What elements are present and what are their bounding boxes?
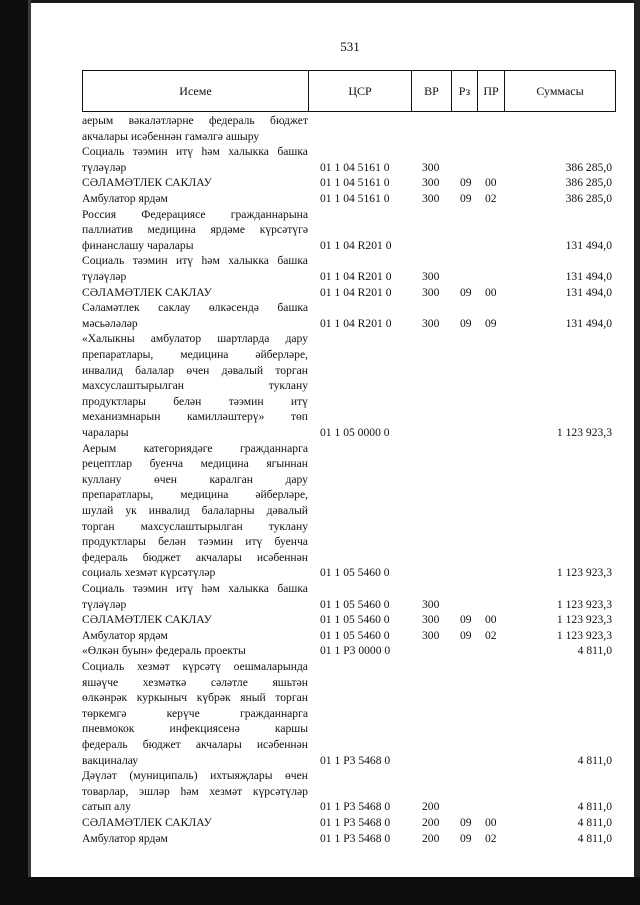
- row-pr: 00: [485, 816, 497, 829]
- row-name: [82, 659, 308, 768]
- table-row: [82, 285, 614, 301]
- row-name-line: Социаль тәэмин итү һәм халыкка башка: [82, 145, 308, 159]
- page-number: 531: [340, 39, 360, 54]
- row-sum: 131 494,0: [565, 238, 612, 252]
- row-name-line: махсуслаштырылган туклану: [82, 379, 308, 393]
- row-name-line: препаратлары, медицина әйберләре,: [82, 488, 308, 502]
- row-vr: 200: [422, 831, 440, 845]
- row-pr: 02: [485, 628, 497, 642]
- row-csr: 01 1 05 0000 0: [320, 425, 390, 439]
- row-csr: 01 1 P3 5468 0: [320, 816, 391, 829]
- row-name-line: Амбулатор ярдәм: [82, 831, 168, 845]
- row-csr: 01 1 04 R201 0: [320, 285, 392, 299]
- row-name: [82, 144, 308, 175]
- row-name: [82, 768, 308, 815]
- table-row: [82, 191, 614, 207]
- table-row: [82, 643, 614, 659]
- row-sum: 1 123 923,3: [556, 628, 612, 642]
- table-row: [82, 768, 614, 815]
- row-name: [82, 831, 308, 847]
- row-sum: 386 285,0: [565, 160, 612, 174]
- row-name-line: Амбулатор ярдәм: [82, 628, 168, 642]
- row-name-line: түләүләр: [82, 269, 127, 283]
- row-name: [82, 207, 308, 254]
- table-row: [82, 175, 614, 191]
- row-name-line: яшәүче хезмәткә сәләтле яшьтән: [82, 675, 308, 689]
- row-sum: 131 494,0: [565, 316, 612, 330]
- header-pr: ПР: [478, 71, 505, 111]
- row-name-line: финанслашу чаралары: [82, 238, 194, 252]
- row-csr: 01 1 04 5161 0: [320, 192, 390, 205]
- row-name-line: түләүләр: [82, 160, 127, 174]
- row-pr: 00: [485, 285, 497, 299]
- row-sum: 1 123 923,3: [556, 566, 612, 580]
- row-name-line: СӘЛАМӘТЛЕК САКЛАУ: [82, 176, 212, 190]
- row-pr: 02: [485, 192, 497, 205]
- row-name-line: түләүләр: [82, 597, 127, 611]
- row-name-line: федераль бюджет акчалары исәбеннән: [82, 550, 308, 564]
- row-csr: 01 1 P3 5468 0: [320, 831, 391, 845]
- row-sum: 1 123 923,3: [556, 425, 612, 439]
- row-name: [82, 331, 308, 440]
- row-rz: 09: [460, 316, 472, 330]
- row-name-line: продуктлары белән тәэмин итү буенча: [82, 535, 308, 549]
- row-name-line: сатып алу: [82, 800, 131, 814]
- row-csr: 01 1 P3 5468 0: [320, 753, 391, 767]
- row-sum: 1 123 923,3: [556, 613, 612, 627]
- row-name-line: Амбулатор ярдәм: [82, 192, 168, 205]
- header-sum: Суммасы: [536, 84, 584, 98]
- row-name-line: товарлар, эшләр һәм хезмәт күрсәтүләр: [82, 784, 308, 798]
- row-csr: 01 1 04 5161 0: [320, 176, 390, 190]
- row-rz: 09: [460, 192, 472, 205]
- row-name-line: рецептлар буенча медицина ягыннан: [82, 457, 308, 471]
- table-header: [82, 70, 616, 112]
- row-vr: 300: [422, 269, 440, 283]
- scan-border-left: [0, 0, 28, 905]
- table-row: [82, 144, 614, 175]
- row-vr: 300: [422, 316, 440, 330]
- row-name: [82, 628, 308, 644]
- row-csr: 01 1 05 5460 0: [320, 613, 390, 627]
- row-name-line: чаралары: [82, 425, 129, 439]
- table-row: [82, 113, 614, 144]
- row-sum: 131 494,0: [565, 285, 612, 299]
- row-sum: 4 811,0: [577, 831, 612, 845]
- row-vr: 300: [422, 160, 440, 174]
- row-name: [82, 175, 308, 191]
- scan-border-bottom: [0, 877, 640, 905]
- row-rz: 09: [460, 613, 472, 627]
- row-name-line: аерым вәкаләтләрне федераль бюджет: [82, 114, 308, 127]
- row-vr: 300: [422, 176, 440, 190]
- row-name-line: Россия Федерациясе гражданнарына: [82, 207, 308, 221]
- row-name-line: өлкәнрәк куркыныч күбрәк яный торган: [82, 691, 308, 705]
- row-sum: 4 811,0: [577, 800, 612, 814]
- row-name-line: инвалид балалар өчен дәвалый торган: [82, 363, 308, 377]
- row-name-line: куллану өчен каралган дару: [82, 472, 308, 486]
- row-csr: 01 1 04 R201 0: [320, 238, 392, 252]
- table-row: [82, 441, 614, 581]
- row-name: [82, 581, 308, 612]
- row-name-line: Социаль хезмәт күрсәтү оешмаларында: [82, 660, 308, 673]
- row-name-line: торган махсуслаштырылган туклану: [82, 519, 308, 533]
- row-name: [82, 253, 308, 284]
- row-vr: 300: [422, 597, 440, 611]
- row-rz: 09: [460, 816, 472, 829]
- row-sum: 1 123 923,3: [556, 597, 612, 611]
- row-name-line: препаратлары, медицина әйберләре,: [82, 347, 308, 361]
- table-row: [82, 831, 614, 847]
- row-name-line: СӘЛАМӘТЛЕК САКЛАУ: [82, 816, 212, 829]
- row-sum: 4 811,0: [577, 753, 612, 767]
- row-name: [82, 113, 308, 144]
- row-name-line: СӘЛАМӘТЛЕК САКЛАУ: [82, 613, 212, 627]
- row-name-line: продуктлары белән тәэмин итү: [82, 394, 308, 408]
- row-name-line: механизмнарын камилләштерү» төп: [82, 410, 308, 424]
- row-name-line: Аерым категориядәге гражданнарга: [82, 441, 308, 455]
- row-vr: 200: [422, 816, 440, 829]
- row-name: [82, 643, 308, 659]
- row-csr: 01 1 05 5460 0: [320, 597, 390, 611]
- row-name-line: федераль бюджет акчалары исәбеннән: [82, 737, 308, 751]
- table-row: [82, 659, 614, 768]
- row-name-line: шулай ук инвалид балаларны дәвалый: [82, 503, 308, 517]
- table-row: [82, 612, 614, 628]
- table-row: [82, 331, 614, 440]
- row-name: [82, 815, 308, 831]
- row-csr: 01 1 P3 0000 0: [320, 644, 391, 658]
- header-name: Исеме: [83, 71, 309, 111]
- table-row: [82, 253, 614, 284]
- row-rz: 09: [460, 176, 472, 190]
- row-name: [82, 300, 308, 331]
- row-vr: 200: [422, 800, 440, 814]
- row-name-line: пневмокок инфекциясенә каршы: [82, 722, 308, 736]
- row-name-line: Дәүләт (муниципаль) ихтыяҗлары өчен: [82, 769, 308, 783]
- table-row: [82, 207, 614, 254]
- row-rz: 09: [460, 831, 472, 845]
- row-name-line: Социаль тәэмин итү һәм халыкка башка: [82, 582, 308, 595]
- header-csr: ЦСР: [309, 71, 412, 111]
- row-name-line: төркемгә керүче гражданнарга: [82, 706, 308, 720]
- row-name-line: акчалары исәбеннән гамәлгә ашыру: [82, 129, 260, 143]
- header-vr: ВР: [412, 71, 452, 111]
- row-vr: 300: [422, 628, 440, 642]
- table-row: [82, 581, 614, 612]
- row-name: [82, 191, 308, 207]
- row-name-line: Сәламәтлек саклау өлкәсендә башка: [82, 301, 308, 315]
- row-vr: 300: [422, 613, 440, 627]
- row-name-line: «Өлкән буын» федераль проекты: [82, 644, 246, 658]
- header-rz: Рз: [452, 71, 478, 111]
- row-rz: 09: [460, 628, 472, 642]
- row-csr: 01 1 05 5460 0: [320, 566, 390, 580]
- row-pr: 00: [485, 613, 497, 627]
- row-sum: 386 285,0: [565, 176, 612, 190]
- scan-border-top: [0, 0, 640, 3]
- row-sum: 4 811,0: [577, 644, 612, 658]
- row-name-line: паллиатив медицина ярдәме күрсәтүгә: [82, 223, 308, 237]
- row-name-line: мәсьәләләр: [82, 316, 138, 330]
- row-pr: 00: [485, 176, 497, 190]
- row-csr: 01 1 04 5161 0: [320, 160, 390, 174]
- table-row: [82, 815, 614, 831]
- row-csr: 01 1 04 R201 0: [320, 269, 392, 283]
- row-vr: 300: [422, 285, 440, 299]
- table-row: [82, 628, 614, 644]
- row-sum: 4 811,0: [577, 816, 612, 829]
- table-row: [82, 300, 614, 331]
- row-name-line: вакциналау: [82, 753, 139, 767]
- row-csr: 01 1 04 R201 0: [320, 316, 392, 330]
- row-csr: 01 1 05 5460 0: [320, 628, 390, 642]
- row-csr: 01 1 P3 5468 0: [320, 800, 391, 814]
- row-name: [82, 612, 308, 628]
- row-name: [82, 441, 308, 581]
- row-name-line: социаль хезмәт күрсәтүләр: [82, 566, 216, 580]
- row-vr: 300: [422, 192, 440, 205]
- row-name-line: СӘЛАМӘТЛЕК САКЛАУ: [82, 285, 212, 299]
- row-pr: 09: [485, 316, 497, 330]
- row-name: [82, 285, 308, 301]
- row-rz: 09: [460, 285, 472, 299]
- scan-border-left-edge: [28, 0, 31, 905]
- row-name-line: Социаль тәэмин итү һәм халыкка башка: [82, 254, 308, 268]
- row-pr: 02: [485, 831, 497, 845]
- scan-border-right: [634, 0, 640, 905]
- row-sum: 131 494,0: [565, 269, 612, 283]
- row-sum: 386 285,0: [565, 192, 612, 205]
- row-name-line: «Халыкны амбулатор шартларда дару: [82, 332, 308, 346]
